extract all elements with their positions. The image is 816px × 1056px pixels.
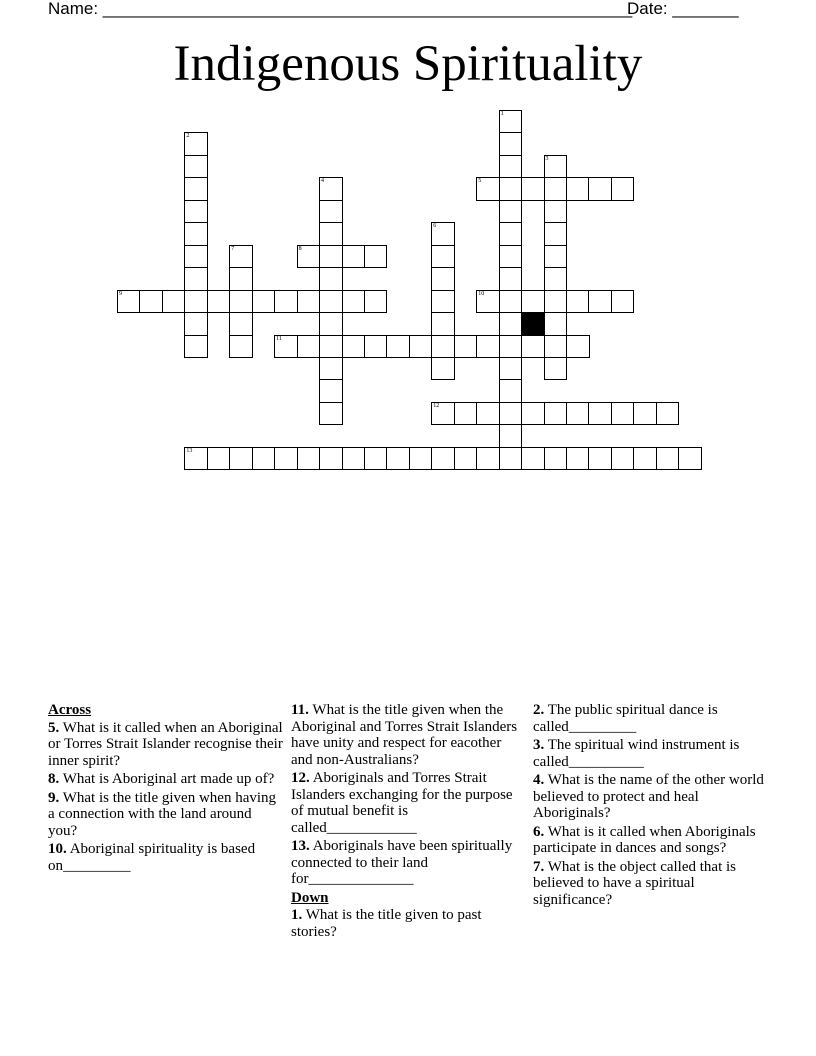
grid-cell[interactable] bbox=[409, 335, 433, 359]
grid-cell[interactable] bbox=[544, 245, 568, 269]
grid-cell[interactable] bbox=[633, 402, 657, 426]
clue-number: 9. bbox=[48, 789, 60, 806]
clue-down-4 bbox=[533, 772, 768, 822]
grid-cell[interactable] bbox=[476, 447, 500, 471]
grid-cell[interactable] bbox=[117, 290, 141, 314]
grid-cell[interactable] bbox=[499, 290, 523, 314]
grid-cell[interactable] bbox=[454, 402, 478, 426]
grid-cell[interactable] bbox=[588, 290, 612, 314]
clue-text: The spiritual wind instrument is called__________ bbox=[533, 737, 740, 770]
grid-cell[interactable] bbox=[319, 177, 343, 201]
clue-text: What is Aboriginal art made up of? bbox=[62, 771, 275, 787]
grid-cell[interactable] bbox=[364, 290, 388, 314]
cell-number: 1 bbox=[500, 111, 504, 117]
grid-cell[interactable] bbox=[476, 177, 500, 201]
clues-column-1 bbox=[48, 702, 283, 876]
clue-number: 2. bbox=[533, 702, 545, 718]
clue-number: 11. bbox=[291, 702, 309, 718]
clue-across-5 bbox=[48, 720, 283, 770]
grid-cell[interactable] bbox=[162, 290, 186, 314]
clue-text: What is the title given when the Aboriginal and Torres Strait Islanders have unity and respect for eacother and non-Australians? bbox=[291, 702, 518, 768]
grid-cell[interactable] bbox=[454, 447, 478, 471]
grid-cell[interactable] bbox=[544, 402, 568, 426]
grid-cell[interactable] bbox=[364, 245, 388, 269]
grid-cell[interactable] bbox=[544, 222, 568, 246]
grid-cell[interactable] bbox=[319, 245, 343, 269]
grid-cell[interactable] bbox=[409, 447, 433, 471]
clue-down-7 bbox=[533, 859, 768, 909]
grid-cell[interactable] bbox=[633, 447, 657, 471]
grid-cell[interactable] bbox=[139, 290, 163, 314]
clue-across-13 bbox=[291, 838, 526, 888]
grid-cell[interactable] bbox=[319, 312, 343, 336]
grid-cell[interactable] bbox=[431, 245, 455, 269]
grid-cell[interactable] bbox=[454, 335, 478, 359]
cell-number: 5 bbox=[478, 178, 482, 185]
cell-number: 13 bbox=[186, 447, 193, 454]
grid-cell[interactable] bbox=[499, 335, 523, 359]
down-heading: Down bbox=[291, 889, 329, 906]
grid-cell[interactable] bbox=[319, 402, 343, 426]
date-field-label[interactable]: Date: _______ bbox=[627, 0, 739, 18]
grid-cell[interactable] bbox=[544, 200, 568, 224]
grid-cell[interactable] bbox=[229, 312, 253, 336]
grid-cell[interactable] bbox=[252, 290, 276, 314]
clue-number: 4. bbox=[533, 772, 545, 788]
cell-number: 11 bbox=[276, 335, 282, 342]
grid-cell[interactable] bbox=[499, 155, 523, 179]
grid-cell[interactable] bbox=[184, 290, 208, 314]
grid-cell[interactable] bbox=[431, 312, 455, 336]
grid-cell[interactable] bbox=[319, 222, 343, 246]
across-heading: Across bbox=[48, 702, 92, 718]
grid-cell[interactable] bbox=[588, 177, 612, 201]
grid-cell[interactable] bbox=[544, 357, 568, 381]
cell-number: 4 bbox=[321, 178, 325, 185]
grid-cell[interactable] bbox=[319, 335, 343, 359]
clue-number: 8. bbox=[48, 771, 60, 787]
grid-cell[interactable] bbox=[184, 200, 208, 224]
clue-number: 3. bbox=[533, 737, 545, 753]
grid-cell[interactable] bbox=[566, 177, 590, 201]
grid-cell[interactable] bbox=[499, 424, 523, 448]
grid-cell[interactable] bbox=[656, 447, 680, 471]
clue-down-2 bbox=[533, 702, 768, 735]
clues-column-3 bbox=[533, 702, 768, 910]
grid-cell[interactable] bbox=[229, 267, 253, 291]
grid-cell[interactable] bbox=[521, 335, 545, 359]
cell-number: 2 bbox=[186, 133, 190, 140]
grid-cell[interactable] bbox=[521, 177, 545, 201]
clue-number: 7. bbox=[533, 858, 545, 875]
grid-cell[interactable] bbox=[544, 335, 568, 359]
grid-cell[interactable] bbox=[229, 447, 253, 471]
grid-cell[interactable] bbox=[544, 155, 568, 179]
grid-cell[interactable] bbox=[386, 447, 410, 471]
grid-cell[interactable] bbox=[499, 357, 523, 381]
grid-cell[interactable] bbox=[544, 290, 568, 314]
grid-cell[interactable] bbox=[588, 402, 612, 426]
grid-cell[interactable] bbox=[431, 447, 455, 471]
grid-cell[interactable] bbox=[274, 447, 298, 471]
clue-text: What is the object called that is believed to have a spiritual significance? bbox=[533, 858, 737, 908]
cell-number: 3 bbox=[545, 155, 549, 162]
grid-cell[interactable] bbox=[229, 335, 253, 359]
clue-down-3 bbox=[533, 737, 768, 770]
grid-cell[interactable] bbox=[656, 402, 680, 426]
clue-text: Aboriginals have been spiritually connected to their land for______________ bbox=[291, 838, 513, 887]
grid-cell[interactable] bbox=[566, 447, 590, 471]
clue-text: The public spiritual dance is called_________ bbox=[533, 702, 718, 735]
clue-number: 5. bbox=[48, 719, 60, 736]
grid-cell[interactable] bbox=[521, 402, 545, 426]
clue-text: What is the title given to past stories? bbox=[291, 907, 482, 940]
grid-cell[interactable] bbox=[207, 290, 231, 314]
grid-cell[interactable] bbox=[499, 200, 523, 224]
grid-cell[interactable] bbox=[499, 222, 523, 246]
grid-cell[interactable] bbox=[521, 290, 545, 314]
clue-text: What is the title given when having a connection with the land around you? bbox=[48, 789, 277, 839]
clue-down-6 bbox=[533, 824, 768, 857]
grid-cell[interactable] bbox=[431, 335, 455, 359]
grid-cell[interactable] bbox=[544, 177, 568, 201]
cell-number: 10 bbox=[478, 290, 485, 297]
grid-cell[interactable] bbox=[297, 290, 321, 314]
black-cell bbox=[521, 312, 545, 336]
clue-number: 13. bbox=[291, 838, 310, 854]
grid-cell[interactable] bbox=[431, 222, 455, 246]
cell-number: 6 bbox=[433, 223, 437, 230]
cell-number: 9 bbox=[119, 290, 122, 297]
grid-cell[interactable] bbox=[499, 132, 523, 156]
grid-cell[interactable] bbox=[588, 447, 612, 471]
clue-number: 6. bbox=[533, 823, 545, 840]
grid-cell[interactable] bbox=[319, 267, 343, 291]
cell-number: 12 bbox=[433, 402, 440, 409]
grid-cell[interactable] bbox=[499, 312, 523, 336]
grid-cell[interactable] bbox=[184, 132, 208, 156]
grid-cell[interactable] bbox=[342, 245, 366, 269]
crossword-grid bbox=[0, 0, 816, 480]
grid-cell[interactable] bbox=[499, 379, 523, 403]
grid-cell[interactable] bbox=[184, 335, 208, 359]
grid-cell[interactable] bbox=[499, 447, 523, 471]
grid-cell[interactable] bbox=[544, 312, 568, 336]
clue-across-12 bbox=[291, 770, 526, 836]
grid-cell[interactable] bbox=[319, 357, 343, 381]
grid-cell[interactable] bbox=[476, 290, 500, 314]
grid-cell[interactable] bbox=[184, 267, 208, 291]
clue-across-11 bbox=[291, 702, 526, 768]
clue-text: What is it called when an Aboriginal or Torres Strait Islander recognise their inner spirit? bbox=[48, 719, 283, 769]
grid-cell[interactable] bbox=[566, 402, 590, 426]
clue-text: What is the name of the other world believed to protect and heal Aboriginals? bbox=[533, 772, 764, 821]
grid-cell[interactable] bbox=[319, 200, 343, 224]
grid-cell[interactable] bbox=[184, 447, 208, 471]
grid-cell[interactable] bbox=[476, 402, 500, 426]
grid-cell[interactable] bbox=[297, 245, 321, 269]
grid-cell[interactable] bbox=[364, 447, 388, 471]
grid-cell[interactable] bbox=[611, 447, 635, 471]
grid-cell[interactable] bbox=[431, 357, 455, 381]
grid-cell[interactable] bbox=[274, 335, 298, 359]
page-title: Indigenous Spirituality bbox=[173, 36, 643, 92]
grid-cell[interactable] bbox=[319, 290, 343, 314]
clue-number: 1. bbox=[291, 907, 303, 923]
grid-cell[interactable] bbox=[386, 335, 410, 359]
grid-cell[interactable] bbox=[476, 335, 500, 359]
grid-cell[interactable] bbox=[431, 267, 455, 291]
clue-across-8 bbox=[48, 771, 283, 788]
grid-cell[interactable] bbox=[499, 245, 523, 269]
clue-text: Aboriginal spirituality is based on_________ bbox=[48, 841, 256, 874]
cell-number: 7 bbox=[231, 245, 235, 252]
clue-text: What is it called when Aboriginals participate in dances and songs? bbox=[533, 823, 756, 856]
grid-cell[interactable] bbox=[342, 335, 366, 359]
grid-cell[interactable] bbox=[207, 447, 231, 471]
clue-number: 12. bbox=[291, 770, 310, 786]
grid-cell[interactable] bbox=[184, 245, 208, 269]
grid-cell[interactable] bbox=[229, 290, 253, 314]
grid-cell[interactable] bbox=[342, 447, 366, 471]
grid-cell[interactable] bbox=[297, 447, 321, 471]
grid-cell[interactable] bbox=[544, 267, 568, 291]
clue-number: 10. bbox=[48, 841, 67, 857]
grid-cell[interactable] bbox=[499, 110, 523, 134]
grid-cell[interactable] bbox=[431, 290, 455, 314]
grid-cell[interactable] bbox=[611, 290, 635, 314]
grid-cell[interactable] bbox=[319, 379, 343, 403]
clue-across-9 bbox=[48, 790, 283, 840]
grid-cell[interactable] bbox=[611, 177, 635, 201]
clues-column-2 bbox=[291, 702, 526, 942]
grid-cell[interactable] bbox=[184, 155, 208, 179]
cell-number: 8 bbox=[298, 245, 302, 252]
grid-cell[interactable] bbox=[274, 290, 298, 314]
grid-cell[interactable] bbox=[184, 177, 208, 201]
grid-cell[interactable] bbox=[566, 290, 590, 314]
grid-cell[interactable] bbox=[229, 245, 253, 269]
grid-cell[interactable] bbox=[566, 335, 590, 359]
grid-cell[interactable] bbox=[678, 447, 702, 471]
grid-cell[interactable] bbox=[544, 447, 568, 471]
grid-cell[interactable] bbox=[499, 402, 523, 426]
grid-cell[interactable] bbox=[319, 447, 343, 471]
grid-cell[interactable] bbox=[297, 335, 321, 359]
clue-text: Aboriginals and Torres Strait Islanders exchanging for the purpose of mutual benefit is called____________ bbox=[291, 770, 513, 836]
clue-down-1 bbox=[291, 907, 526, 940]
grid-cell[interactable] bbox=[184, 312, 208, 336]
grid-cell[interactable] bbox=[499, 267, 523, 291]
grid-cell[interactable] bbox=[184, 222, 208, 246]
grid-cell[interactable] bbox=[342, 290, 366, 314]
grid-cell[interactable] bbox=[611, 402, 635, 426]
name-field-label[interactable]: Name: ________________________________________________________ bbox=[48, 0, 633, 18]
grid-cell[interactable] bbox=[431, 402, 455, 426]
grid-cell[interactable] bbox=[521, 447, 545, 471]
grid-cell[interactable] bbox=[364, 335, 388, 359]
grid-cell[interactable] bbox=[499, 177, 523, 201]
grid-cell[interactable] bbox=[252, 447, 276, 471]
clue-across-10 bbox=[48, 841, 283, 874]
